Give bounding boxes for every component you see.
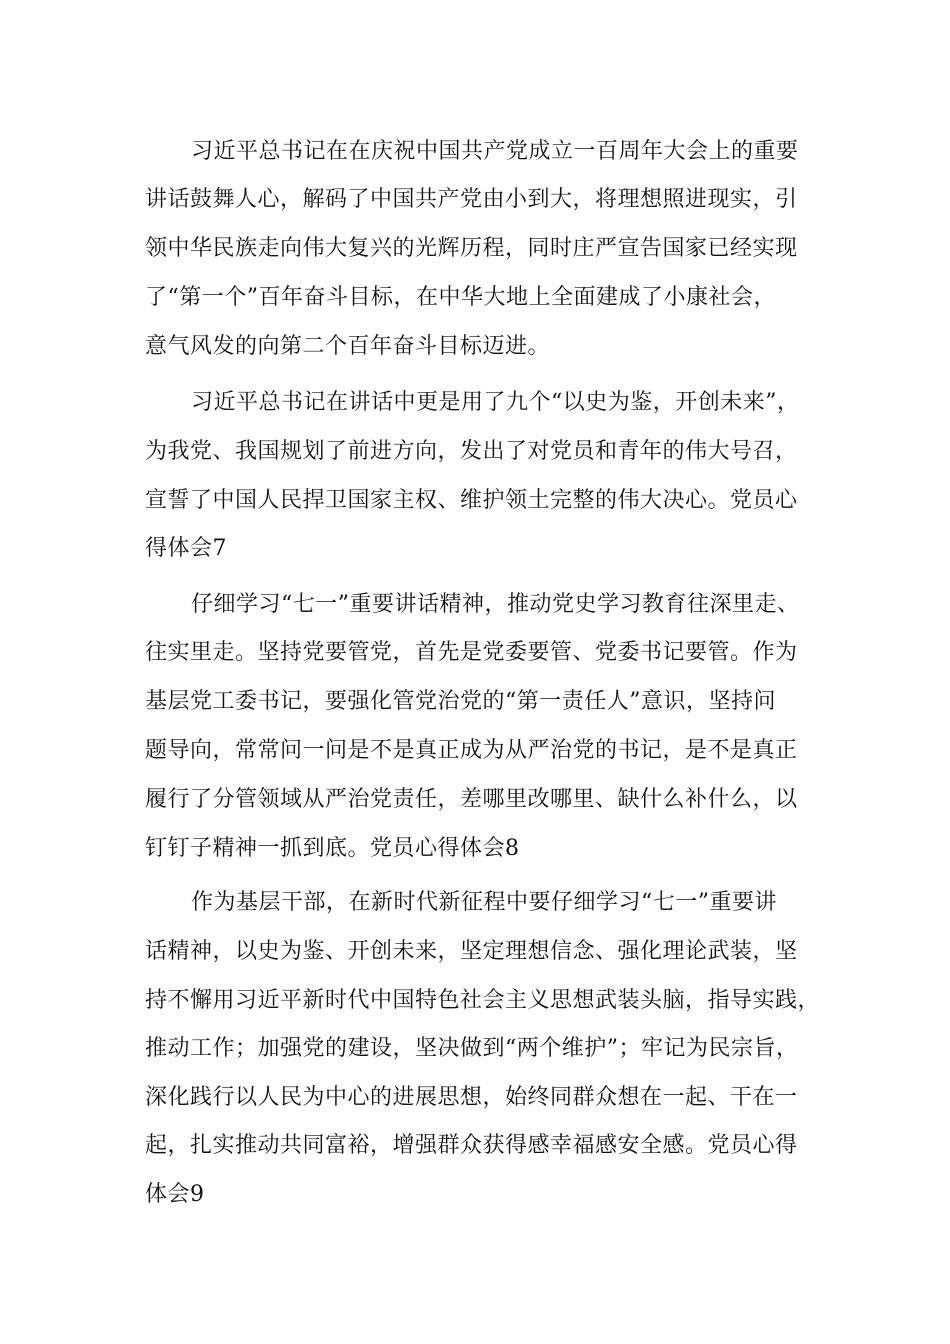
paragraph-2-line-1: 习近平总书记在讲话中更是用了九个“以史为鉴，开创未来”， <box>191 390 800 415</box>
paragraph-2-line-2: 为我党、我国规划了前进方向，发出了对党员和青年的伟大号召， <box>145 439 798 464</box>
paragraph-2-line-4: 得体会7 <box>145 536 227 561</box>
paragraph-4-line-4: 推动工作；加强党的建设，坚决做到“两个维护”；牢记为民宗旨， <box>145 1036 799 1061</box>
paragraph-3-line-4: 题导向，常常问一问是不是真正成为从严治党的书记，是不是真正 <box>145 738 798 763</box>
paragraph-3-line-1: 仔细学习“七一”重要讲话精神，推动党史学习教育往深里走、 <box>191 592 800 617</box>
paragraph-4-line-3: 持不懈用习近平新时代中国特色社会主义思想武装头脑，指导实践， <box>145 988 821 1013</box>
paragraph-3-line-2: 往实里走。坚持党要管党，首先是党委要管、党委书记要管。作为 <box>145 640 798 665</box>
paragraph-1-line-1: 习近平总书记在在庆祝中国共产党成立一百周年大会上的重要 <box>191 139 799 164</box>
paragraph-3-line-5: 履行了分管领域从严治党责任，差哪里改哪里、缺什么补什么，以 <box>145 787 798 812</box>
paragraph-1-line-2: 讲话鼓舞人心，解码了中国共产党由小到大，将理想照进现实，引 <box>145 187 798 212</box>
paragraph-4-line-7: 体会9 <box>145 1182 205 1207</box>
paragraph-3-line-6: 钉钉子精神一抓到底。党员心得体会8 <box>145 836 520 861</box>
paragraph-2-line-3: 宣誓了中国人民捍卫国家主权、维护领土完整的伟大决心。党员心 <box>145 488 798 513</box>
paragraph-4-line-2: 话精神，以史为鉴、开创未来，坚定理想信念、强化理论武装，坚 <box>145 939 798 964</box>
paragraph-4-line-6: 起，扎实推动共同富裕，增强群众获得感幸福感安全感。党员心得 <box>145 1133 798 1158</box>
paragraph-3-line-3: 基层党工委书记，要强化管党治党的“第一责任人”意识，坚持问 <box>145 689 776 714</box>
paragraph-1-line-4: 了“第一个”百年奋斗目标，在中华大地上全面建成了小康社会， <box>145 285 776 310</box>
paragraph-4-line-1: 作为基层干部，在新时代新征程中要仔细学习“七一”重要讲 <box>191 890 777 915</box>
paragraph-1-line-5: 意气风发的向第二个百年奋斗目标迈进。 <box>145 334 551 359</box>
paragraph-1-line-3: 领中华民族走向伟大复兴的光辉历程，同时庄严宣告国家已经实现 <box>145 236 798 261</box>
paragraph-4-line-5: 深化践行以人民为中心的进展思想，始终同群众想在一起、干在一 <box>145 1085 798 1110</box>
